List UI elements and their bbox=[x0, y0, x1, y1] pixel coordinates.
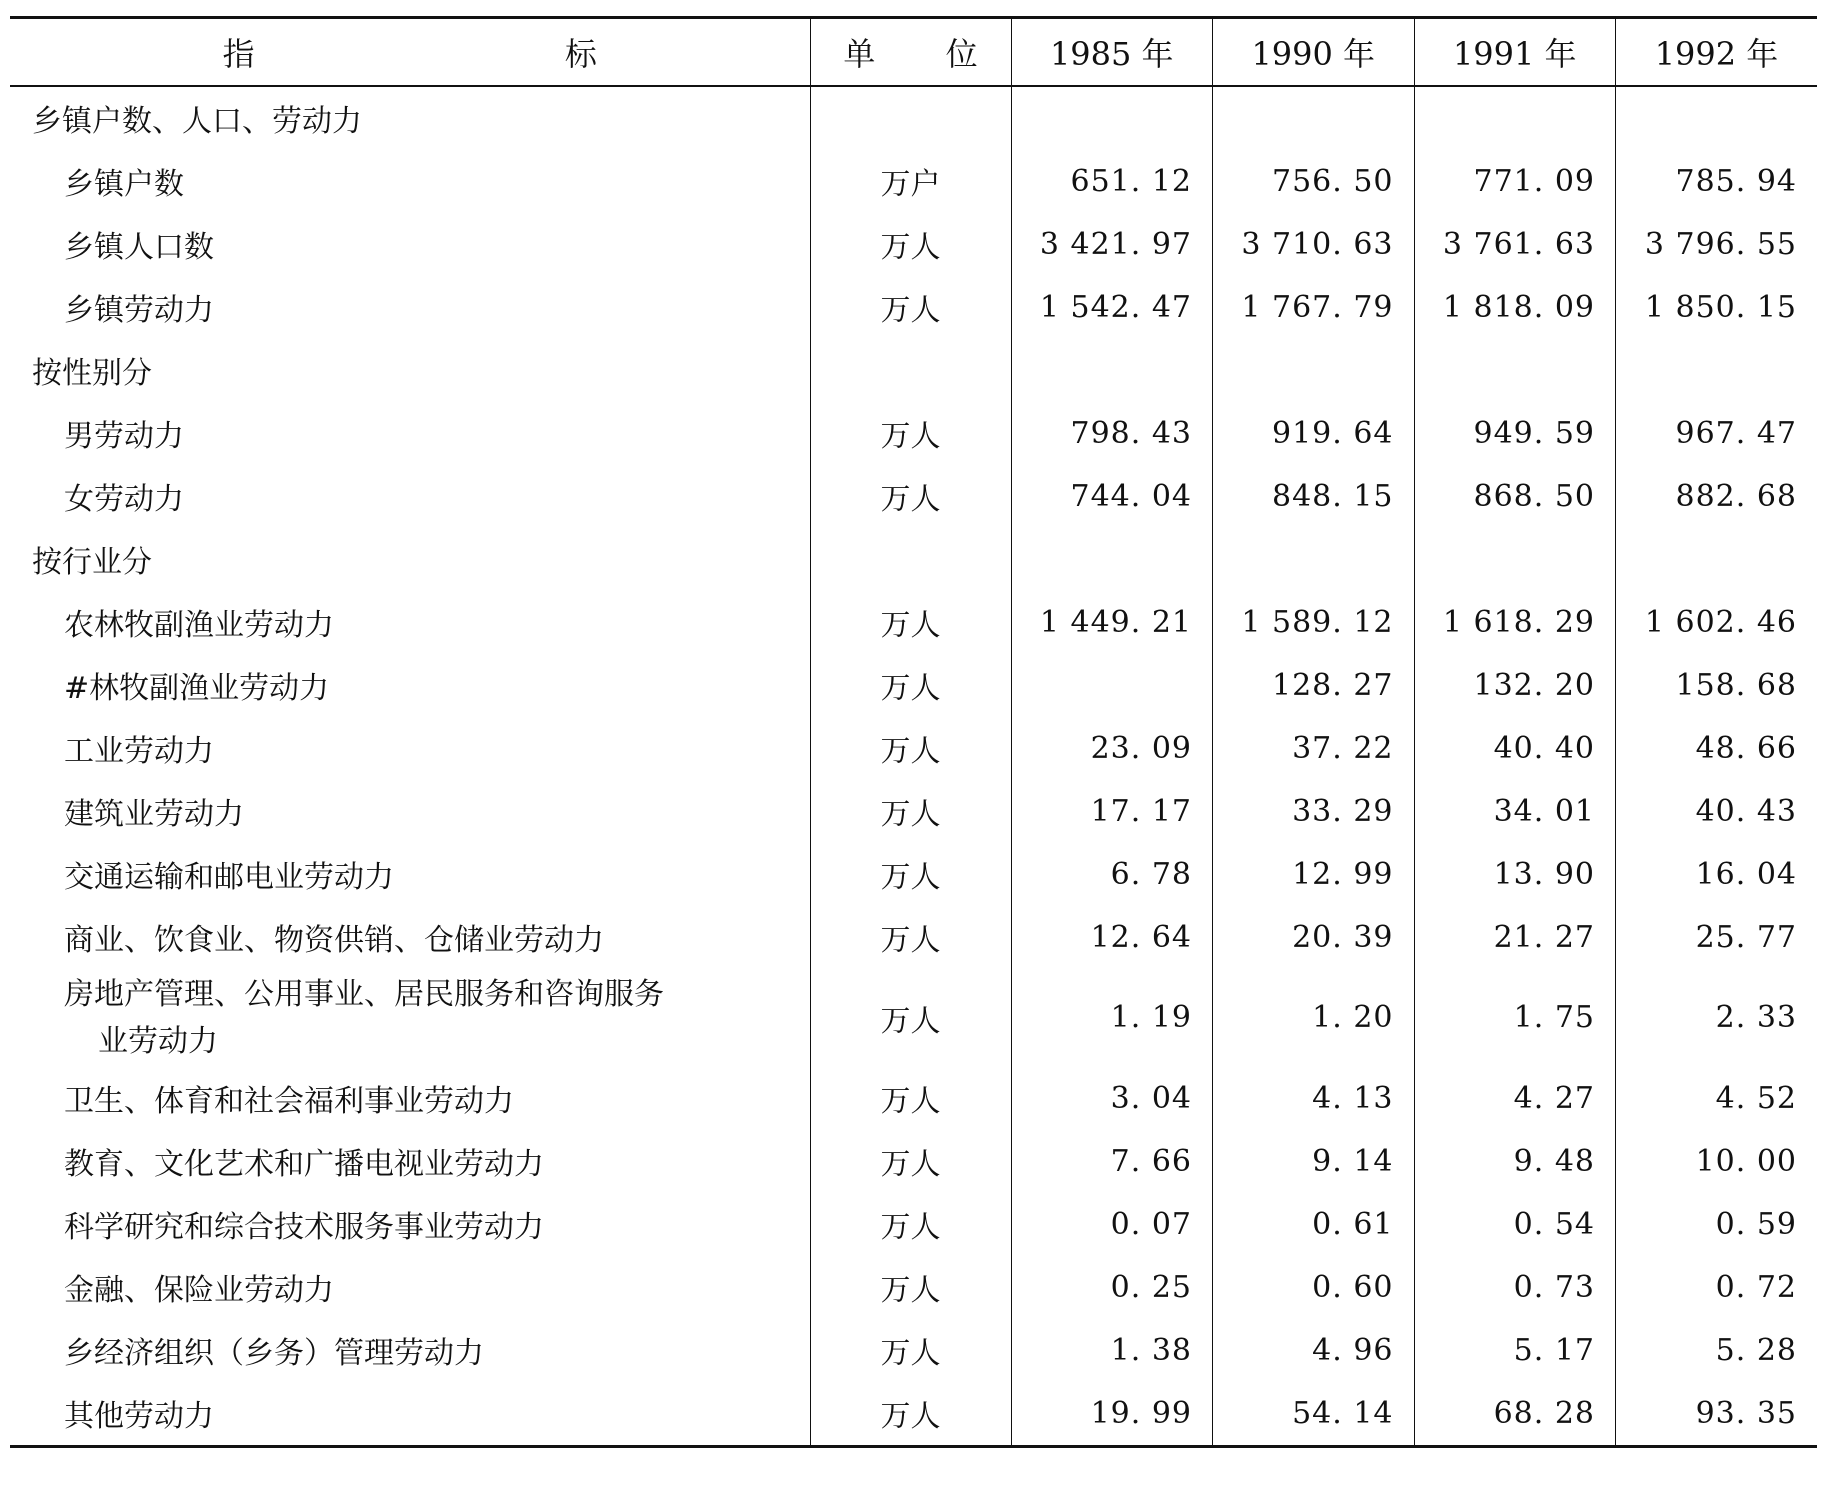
header-unit: 单 位 bbox=[810, 18, 1011, 86]
row-label bbox=[10, 969, 810, 1067]
row-unit: 万人 bbox=[810, 591, 1011, 654]
value-1985 bbox=[1011, 528, 1213, 591]
row-unit bbox=[810, 86, 1011, 150]
row-unit: 万人 bbox=[810, 213, 1011, 276]
value-1985 bbox=[1011, 86, 1213, 150]
value-1985 bbox=[1011, 339, 1213, 402]
row-label: 男劳动力 bbox=[64, 419, 184, 454]
value-1985: 19. 99 bbox=[1011, 1382, 1213, 1447]
value-1985: 651. 12 bbox=[1011, 150, 1213, 213]
table-row bbox=[10, 969, 1817, 1067]
table-row bbox=[10, 1256, 1817, 1319]
row-label: 其他劳动力 bbox=[10, 1382, 810, 1447]
row-label: 卫生、体育和社会福利事业劳动力 bbox=[64, 1084, 514, 1119]
row-unit: 万人 bbox=[810, 276, 1011, 339]
row-label: 按行业分 bbox=[32, 545, 152, 580]
value-1992: 10. 00 bbox=[1616, 1130, 1818, 1193]
table-row bbox=[10, 906, 1817, 969]
row-label: 乡镇人口数 bbox=[64, 230, 214, 265]
value-1990: 3 710. 63 bbox=[1213, 213, 1415, 276]
value-1990: 756. 50 bbox=[1213, 150, 1415, 213]
row-label: 建筑业劳动力 bbox=[64, 797, 244, 832]
table-row bbox=[10, 654, 1817, 717]
value-1990: 848. 15 bbox=[1213, 465, 1415, 528]
value-1990 bbox=[1213, 528, 1415, 591]
value-1991: 0. 54 bbox=[1414, 1193, 1616, 1256]
value-1985: 1. 38 bbox=[1011, 1319, 1213, 1382]
value-1990: 37. 22 bbox=[1213, 717, 1415, 780]
value-1990: 12. 99 bbox=[1213, 843, 1415, 906]
row-label-line2: 业劳动力 bbox=[98, 1023, 218, 1059]
row-unit bbox=[810, 339, 1011, 402]
row-label: 金融、保险业劳动力 bbox=[64, 1273, 334, 1308]
table-row bbox=[10, 717, 1817, 780]
value-1990: 4. 13 bbox=[1213, 1067, 1415, 1130]
value-1991 bbox=[1414, 528, 1616, 591]
value-1991: 3 761. 63 bbox=[1414, 213, 1616, 276]
table-row bbox=[10, 1193, 1817, 1256]
value-1991: 771. 09 bbox=[1414, 150, 1616, 213]
row-label: 交通运输和邮电业劳动力 bbox=[64, 860, 394, 895]
township-labor-table bbox=[10, 16, 1817, 1448]
table-row bbox=[10, 1382, 1817, 1447]
value-1992: 785. 94 bbox=[1616, 150, 1818, 213]
table-row bbox=[10, 150, 1817, 213]
value-1985: 23. 09 bbox=[1011, 717, 1213, 780]
value-1992 bbox=[1616, 86, 1818, 150]
row-label: 商业、饮食业、物资供销、仓储业劳动力 bbox=[64, 923, 604, 958]
value-1985: 12. 64 bbox=[1011, 906, 1213, 969]
header-row bbox=[10, 18, 1817, 86]
value-1991: 21. 27 bbox=[1414, 906, 1616, 969]
value-1992: 93. 35 bbox=[1616, 1382, 1818, 1447]
row-unit: 万人 bbox=[810, 1130, 1011, 1193]
row-label: 乡镇户数、人口、劳动力 bbox=[32, 104, 362, 139]
value-1991: 5. 17 bbox=[1414, 1319, 1616, 1382]
value-1985: 0. 07 bbox=[1011, 1193, 1213, 1256]
value-1985: 1 542. 47 bbox=[1011, 276, 1213, 339]
value-1992: 882. 68 bbox=[1616, 465, 1818, 528]
value-1990 bbox=[1213, 86, 1415, 150]
row-label: 按性别分 bbox=[32, 356, 152, 391]
table-row bbox=[10, 780, 1817, 843]
row-label: 农林牧副渔业劳动力 bbox=[64, 608, 334, 643]
value-1990: 20. 39 bbox=[1213, 906, 1415, 969]
value-1992: 1 850. 15 bbox=[1616, 276, 1818, 339]
value-1990: 54. 14 bbox=[1213, 1382, 1415, 1447]
row-unit: 万人 bbox=[810, 1382, 1011, 1447]
row-unit: 万人 bbox=[810, 969, 1011, 1067]
value-1991: 13. 90 bbox=[1414, 843, 1616, 906]
value-1992 bbox=[1616, 528, 1818, 591]
value-1985: 0. 25 bbox=[1011, 1256, 1213, 1319]
row-label: 乡经济组织（乡务）管理劳动力 bbox=[64, 1336, 484, 1371]
header-year-1991: 1991 年 bbox=[1414, 18, 1616, 86]
row-unit bbox=[810, 528, 1011, 591]
table-row bbox=[10, 528, 1817, 591]
value-1985: 1 449. 21 bbox=[1011, 591, 1213, 654]
value-1990: 0. 61 bbox=[1213, 1193, 1415, 1256]
row-unit: 万人 bbox=[810, 906, 1011, 969]
value-1992: 25. 77 bbox=[1616, 906, 1818, 969]
value-1985: 1. 19 bbox=[1011, 969, 1213, 1067]
value-1991: 949. 59 bbox=[1414, 402, 1616, 465]
header-year-1990: 1990 年 bbox=[1213, 18, 1415, 86]
row-unit: 万人 bbox=[810, 654, 1011, 717]
header-year-1992: 1992 年 bbox=[1616, 18, 1818, 86]
value-1991: 1. 75 bbox=[1414, 969, 1616, 1067]
value-1992: 40. 43 bbox=[1616, 780, 1818, 843]
row-unit: 万人 bbox=[810, 843, 1011, 906]
value-1992: 3 796. 55 bbox=[1616, 213, 1818, 276]
statistics-table-container bbox=[10, 16, 1817, 1448]
row-label: 乡镇劳动力 bbox=[64, 293, 214, 328]
header-year-1985: 1985 年 bbox=[1011, 18, 1213, 86]
value-1990: 4. 96 bbox=[1213, 1319, 1415, 1382]
value-1992: 967. 47 bbox=[1616, 402, 1818, 465]
value-1991: 68. 28 bbox=[1414, 1382, 1616, 1447]
row-unit: 万人 bbox=[810, 717, 1011, 780]
value-1985 bbox=[1011, 654, 1213, 717]
value-1985: 798. 43 bbox=[1011, 402, 1213, 465]
table-row bbox=[10, 86, 1817, 150]
value-1991: 1 818. 09 bbox=[1414, 276, 1616, 339]
row-unit: 万人 bbox=[810, 1256, 1011, 1319]
value-1990: 128. 27 bbox=[1213, 654, 1415, 717]
value-1990: 1. 20 bbox=[1213, 969, 1415, 1067]
table-row bbox=[10, 1130, 1817, 1193]
row-label: 科学研究和综合技术服务事业劳动力 bbox=[64, 1210, 544, 1245]
value-1992: 0. 72 bbox=[1616, 1256, 1818, 1319]
value-1985: 6. 78 bbox=[1011, 843, 1213, 906]
value-1991: 0. 73 bbox=[1414, 1256, 1616, 1319]
value-1991: 1 618. 29 bbox=[1414, 591, 1616, 654]
value-1991: 132. 20 bbox=[1414, 654, 1616, 717]
row-unit: 万人 bbox=[810, 465, 1011, 528]
table-row bbox=[10, 1067, 1817, 1130]
row-label: 工业劳动力 bbox=[64, 734, 214, 769]
value-1990: 9. 14 bbox=[1213, 1130, 1415, 1193]
value-1990 bbox=[1213, 339, 1415, 402]
value-1985: 3 421. 97 bbox=[1011, 213, 1213, 276]
row-unit: 万户 bbox=[810, 150, 1011, 213]
row-label: 教育、文化艺术和广播电视业劳动力 bbox=[64, 1147, 544, 1182]
value-1992: 0. 59 bbox=[1616, 1193, 1818, 1256]
table-row bbox=[10, 843, 1817, 906]
row-unit: 万人 bbox=[810, 1193, 1011, 1256]
value-1992: 48. 66 bbox=[1616, 717, 1818, 780]
row-label-line1: 房地产管理、公用事业、居民服务和咨询服务 bbox=[64, 976, 664, 1012]
value-1985: 17. 17 bbox=[1011, 780, 1213, 843]
row-unit: 万人 bbox=[810, 402, 1011, 465]
table-row bbox=[10, 591, 1817, 654]
value-1992: 2. 33 bbox=[1616, 969, 1818, 1067]
table-row bbox=[10, 213, 1817, 276]
value-1992: 158. 68 bbox=[1616, 654, 1818, 717]
value-1991: 4. 27 bbox=[1414, 1067, 1616, 1130]
value-1990: 919. 64 bbox=[1213, 402, 1415, 465]
value-1992: 1 602. 46 bbox=[1616, 591, 1818, 654]
table-row bbox=[10, 339, 1817, 402]
value-1991: 34. 01 bbox=[1414, 780, 1616, 843]
value-1985: 3. 04 bbox=[1011, 1067, 1213, 1130]
value-1985: 744. 04 bbox=[1011, 465, 1213, 528]
row-label: 乡镇户数 bbox=[64, 167, 184, 202]
table-row bbox=[10, 402, 1817, 465]
row-label: 女劳动力 bbox=[64, 482, 184, 517]
value-1992 bbox=[1616, 339, 1818, 402]
row-unit: 万人 bbox=[810, 1319, 1011, 1382]
row-unit: 万人 bbox=[810, 1067, 1011, 1130]
value-1991: 40. 40 bbox=[1414, 717, 1616, 780]
value-1991: 9. 48 bbox=[1414, 1130, 1616, 1193]
value-1990: 33. 29 bbox=[1213, 780, 1415, 843]
value-1991: 868. 50 bbox=[1414, 465, 1616, 528]
value-1991 bbox=[1414, 339, 1616, 402]
header-indicator: 指 标 bbox=[10, 18, 810, 86]
row-unit: 万人 bbox=[810, 780, 1011, 843]
value-1990: 1 767. 79 bbox=[1213, 276, 1415, 339]
value-1991 bbox=[1414, 86, 1616, 150]
value-1992: 4. 52 bbox=[1616, 1067, 1818, 1130]
table-row bbox=[10, 1319, 1817, 1382]
value-1990: 1 589. 12 bbox=[1213, 591, 1415, 654]
table-row bbox=[10, 465, 1817, 528]
value-1992: 16. 04 bbox=[1616, 843, 1818, 906]
value-1990: 0. 60 bbox=[1213, 1256, 1415, 1319]
table-row bbox=[10, 276, 1817, 339]
value-1985: 7. 66 bbox=[1011, 1130, 1213, 1193]
row-label: #林牧副渔业劳动力 bbox=[64, 671, 330, 706]
value-1992: 5. 28 bbox=[1616, 1319, 1818, 1382]
